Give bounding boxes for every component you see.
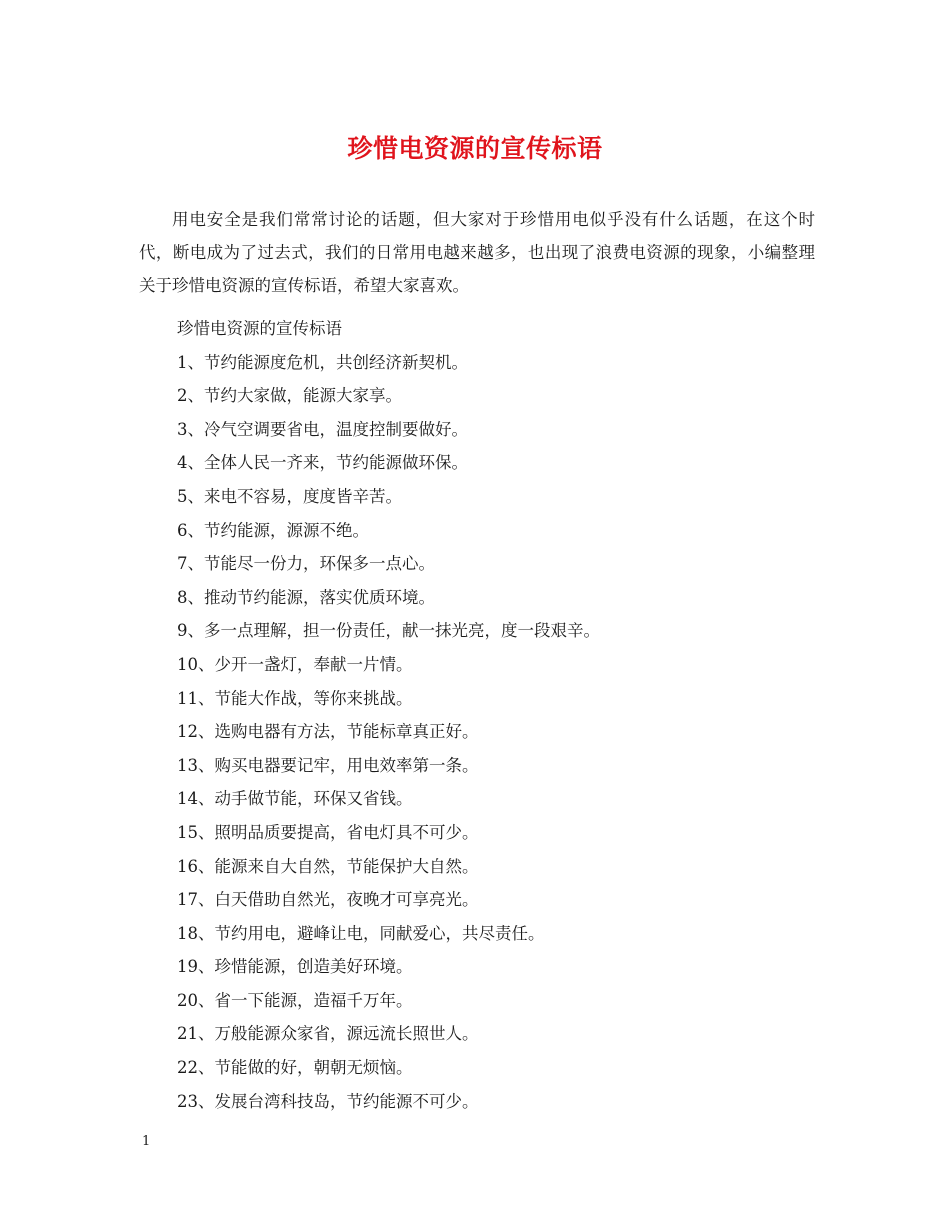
list-item: 1、节约能源度危机，共创经济新契机。 [177,352,468,372]
list-item: 2、节约大家做，能源大家享。 [177,386,402,406]
subheading: 珍惜电资源的宣传标语 [177,319,342,338]
list-item: 22、节能做的好，朝朝无烦恼。 [177,1058,413,1078]
list-item: 6、节约能源，源源不绝。 [177,520,369,540]
list-item: 23、发展台湾科技岛，节约能源不可少。 [177,1091,479,1111]
list-item: 14、动手做节能，环保又省钱。 [177,789,413,809]
list-item: 4、全体人民一齐来，节约能源做环保。 [177,453,468,473]
list-item: 21、万般能源众家省，源远流长照世人。 [177,1024,479,1044]
list-item: 19、珍惜能源，创造美好环境。 [177,957,413,977]
list-item: 20、省一下能源，造福千万年。 [177,990,413,1010]
list-item: 13、购买电器要记牢，用电效率第一条。 [177,755,479,775]
slogan-list [177,312,797,1118]
list-item: 16、能源来自大自然，节能保护大自然。 [177,856,479,876]
list-item: 17、白天借助自然光，夜晚才可享亮光。 [177,890,479,910]
list-item: 5、来电不容易，度度皆辛苦。 [177,486,402,506]
list-item: 12、选购电器有方法，节能标章真正好。 [177,722,479,742]
list-item: 8、推动节约能源，落实优质环境。 [177,587,435,607]
list-item: 9、多一点理解，担一份责任，献一抹光亮，度一段艰辛。 [177,621,600,641]
list-item: 10、少开一盏灯，奉献一片情。 [177,654,413,674]
list-item: 18、节约用电，避峰让电，同献爱心，共尽责任。 [177,923,545,943]
page-number: 1 [142,1134,151,1149]
list-item: 7、节能尽一份力，环保多一点心。 [177,554,435,574]
document-title: 珍惜电资源的宣传标语 [347,134,603,163]
list-item: 11、节能大作战，等你来挑战。 [177,688,413,708]
intro-paragraph: 用电安全是我们常常讨论的话题，但大家对于珍惜用电似乎没有什么话题，在这个时代，断电成为了过去式，我们的日常用电越来越多，也出现了浪费电资源的现象，小编整理关于珍惜电资源的宣传标语，希望大家喜欢。 [139,210,815,295]
list-item: 3、冷气空调要省电，温度控制要做好。 [177,419,468,439]
list-item: 15、照明品质要提高，省电灯具不可少。 [177,822,479,842]
